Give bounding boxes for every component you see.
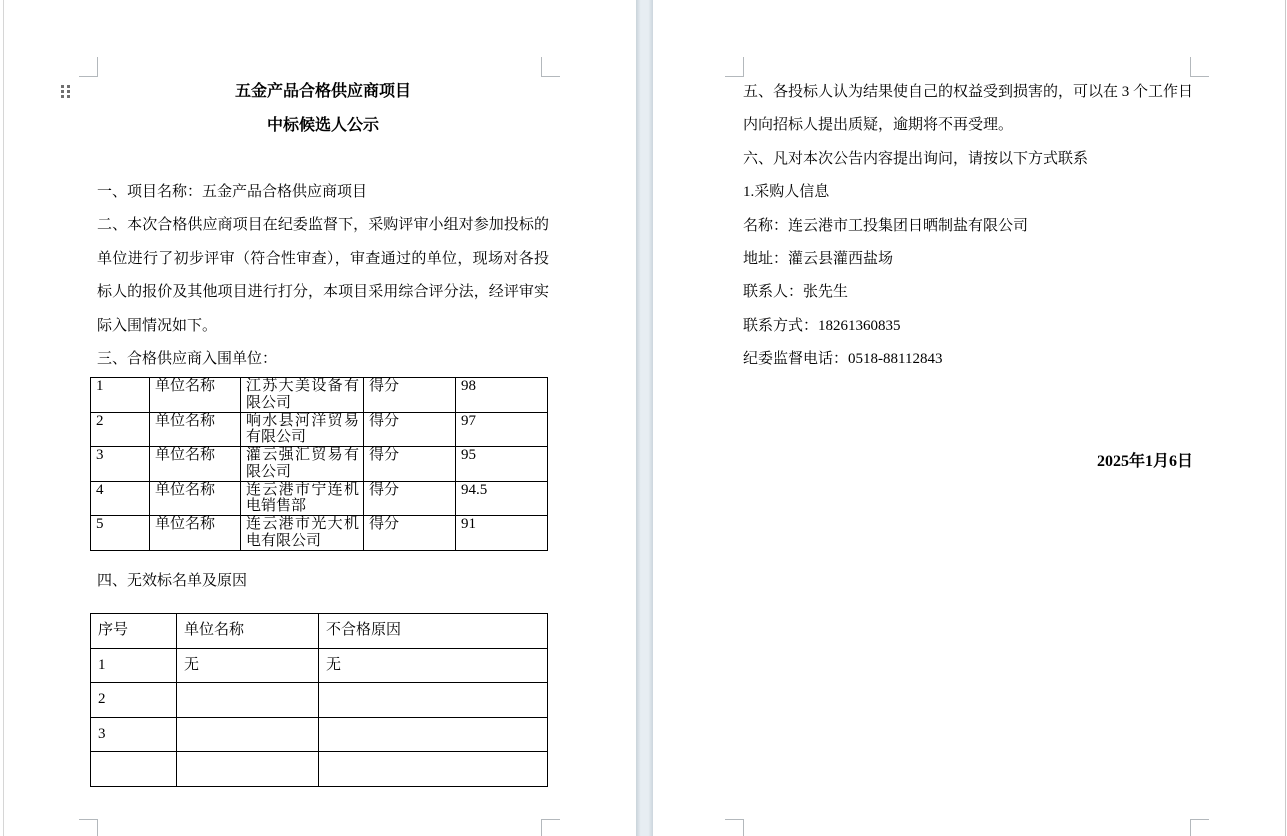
cell-no: 2 [91,412,150,447]
cell-score-label: 得分 [364,481,456,516]
cell-serial: 1 [91,648,177,683]
cell-serial [91,752,177,787]
left-edge-line [3,0,4,836]
cell-company: 连云港市宁连机电销售部 [241,481,364,516]
cell-company: 连云港市光大机电有限公司 [241,516,364,551]
right-edge-line [1285,0,1286,836]
paragraph-address: 地址：灌云县灌西盐场 [743,251,894,268]
cell-label: 单位名称 [150,412,241,447]
cell-company [177,752,319,787]
cell-company: 无 [177,648,319,683]
paragraph-purchaser-info: 1.采购人信息 [743,184,830,201]
margin-crop-mark-right-page-bottom-left [725,819,744,836]
table-row [91,648,548,683]
cell-label: 单位名称 [150,481,241,516]
cell-score-label: 得分 [364,412,456,447]
table-row [91,683,548,718]
table-row [91,481,548,516]
invalid-bids-table [90,613,548,787]
doc-title-line1: 五金产品合格供应商项目 [234,83,411,100]
paragraph-supervision-phone: 纪委监督电话：0518-88112843 [743,351,943,368]
table-row [91,516,548,551]
paragraph-inquiry: 六、凡对本次公告内容提出询问，请按以下方式联系 [743,150,1089,167]
table-row [91,412,548,447]
paragraph-contact-phone: 联系方式：18261360835 [743,317,901,334]
margin-crop-mark-right-page-top-right [1190,57,1209,77]
drag-handle-icon[interactable] [61,85,70,98]
header-serial: 序号 [91,614,177,649]
cell-serial: 3 [91,717,177,752]
cell-score: 91 [456,516,548,551]
cell-score: 95 [456,447,548,482]
cell-no: 1 [91,378,150,413]
margin-crop-mark-left-page-bottom-right [541,819,560,836]
cell-reason [319,717,548,752]
left-page-paragraphs [97,176,549,376]
cell-score: 94.5 [456,481,548,516]
table-row [91,378,548,413]
margin-crop-mark-left-page-top-left [79,57,98,77]
cell-no: 4 [91,481,150,516]
page-separator [636,0,653,836]
cell-score-label: 得分 [364,447,456,482]
margin-crop-mark-right-page-bottom-right [1190,819,1209,836]
doc-title-line2: 中标候选人公示 [266,117,379,134]
cell-reason [319,752,548,787]
cell-company [177,717,319,752]
cell-company: 响水县河洋贸易有限公司 [241,412,364,447]
paragraph-shortlist-intro: 三、合格供应商入围单位： [97,351,278,368]
table-row [91,752,548,787]
table-header-row [91,614,548,649]
cell-score: 97 [456,412,548,447]
doc-date: 2025年1月6日 [1096,453,1193,470]
margin-crop-mark-left-page-top-right [541,57,560,77]
cell-score-label: 得分 [364,378,456,413]
cell-no: 3 [91,447,150,482]
cell-company [177,683,319,718]
cell-company: 江苏大美设备有限公司 [241,378,364,413]
cell-reason [319,683,548,718]
cell-score-label: 得分 [364,516,456,551]
table-row [91,717,548,752]
cell-company: 灌云强汇贸易有限公司 [241,447,364,482]
margin-crop-mark-right-page-top-left [725,57,744,77]
cell-label: 单位名称 [150,447,241,482]
cell-score: 98 [456,378,548,413]
header-company: 单位名称 [177,614,319,649]
table-row [91,447,548,482]
right-page-paragraphs [743,76,1193,377]
cell-label: 单位名称 [150,378,241,413]
paragraph-review-process: 二、本次合格供应商项目在纪委监督下，采购评审小组对参加投标的单位进行了初步评审（符合性审查），审查通过的单位，现场对各投标人的报价及其他项目进行打分，本项目采用综合评分法，经评审实际入围情况如下。 [97,217,549,334]
margin-crop-mark-left-page-bottom-left [79,819,98,836]
cell-serial: 2 [91,683,177,718]
cell-reason: 无 [319,648,548,683]
section4-heading: 四、无效标名单及原因 [97,573,248,589]
cell-no: 5 [91,516,150,551]
paragraph-contact-person: 联系人：张先生 [743,284,849,301]
paragraph-project-name: 一、项目名称：五金产品合格供应商项目 [97,184,368,200]
qualified-suppliers-table [90,377,548,551]
header-reason: 不合格原因 [319,614,548,649]
cell-label: 单位名称 [150,516,241,551]
paragraph-objection: 五、各投标人认为结果使自己的权益受到损害的，可以在 3 个工作日内向招标人提出质疑，逾期将不再受理。 [743,84,1194,134]
paragraph-purchaser-name: 名称：连云港市工投集团日晒制盐有限公司 [743,217,1029,234]
